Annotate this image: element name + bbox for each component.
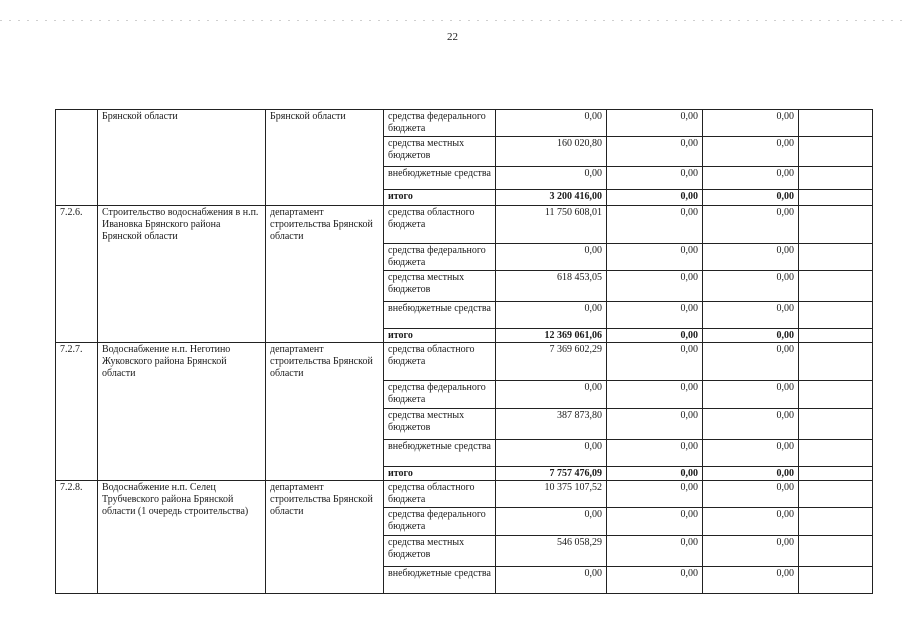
amount-cell-3: 0,00 [703,271,799,302]
amount-cell-3: 0,00 [703,137,799,167]
amount-cell-2: 0,00 [607,329,703,343]
funding-source: средства федерального бюджета [384,110,496,137]
empty-cell [799,244,873,271]
table-row [56,481,873,508]
amount-cell-1: 10 375 107,52 [496,481,607,508]
amount-cell-1: 11 750 608,01 [496,206,607,244]
amount-cell-1: 0,00 [496,167,607,190]
amount-cell-3: 0,00 [703,481,799,508]
measure-name: Строительство водоснабжения в н.п. Ивановка Брянского района Брянской области [98,206,266,343]
funding-source: внебюджетные средства [384,567,496,594]
funding-source: средства федерального бюджета [384,508,496,536]
item-number: 7.2.6. [56,206,98,343]
amount-cell-2: 0,00 [607,302,703,329]
executor: департамент строительства Брянской области [266,481,384,594]
amount-cell-3: 0,00 [703,536,799,567]
item-number: 7.2.8. [56,481,98,594]
empty-cell [799,536,873,567]
funding-source: итого [384,329,496,343]
amount-cell-1: 0,00 [496,381,607,409]
executor: департамент строительства Брянской области [266,343,384,481]
funding-source: итого [384,190,496,206]
amount-cell-1: 7 757 476,09 [496,467,607,481]
empty-cell [799,110,873,137]
amount-cell-2: 0,00 [607,137,703,167]
amount-cell-2: 0,00 [607,343,703,381]
empty-cell [799,567,873,594]
amount-cell-1: 7 369 602,29 [496,343,607,381]
amount-cell-3: 0,00 [703,190,799,206]
funding-source: средства местных бюджетов [384,409,496,440]
amount-cell-2: 0,00 [607,190,703,206]
empty-cell [799,508,873,536]
item-number [56,110,98,206]
amount-cell-1: 0,00 [496,440,607,467]
amount-cell-2: 0,00 [607,110,703,137]
table-row [56,110,873,137]
amount-cell-3: 0,00 [703,110,799,137]
funding-source: средства областного бюджета [384,481,496,508]
funding-source: средства областного бюджета [384,343,496,381]
amount-cell-2: 0,00 [607,381,703,409]
amount-cell-3: 0,00 [703,467,799,481]
empty-cell [799,440,873,467]
funding-source: внебюджетные средства [384,167,496,190]
empty-cell [799,329,873,343]
empty-cell [799,302,873,329]
measure-name: Водоснабжение н.п. Неготино Жуковского района Брянской области [98,343,266,481]
funding-source: средства федерального бюджета [384,244,496,271]
table-row [56,206,873,244]
amount-cell-2: 0,00 [607,440,703,467]
amount-cell-3: 0,00 [703,381,799,409]
funding-source: итого [384,467,496,481]
amount-cell-1: 0,00 [496,110,607,137]
page-number: 22 [447,31,458,43]
amount-cell-3: 0,00 [703,343,799,381]
empty-cell [799,467,873,481]
measure-name: Водоснабжение н.п. Селец Трубчевского района Брянской области (1 очередь строительства) [98,481,266,594]
funding-source: средства областного бюджета [384,206,496,244]
amount-cell-1: 0,00 [496,302,607,329]
amount-cell-3: 0,00 [703,167,799,190]
amount-cell-3: 0,00 [703,567,799,594]
amount-cell-3: 0,00 [703,206,799,244]
table-row [56,343,873,381]
amount-cell-3: 0,00 [703,329,799,343]
executor: департамент строительства Брянской области [266,206,384,343]
empty-cell [799,409,873,440]
amount-cell-3: 0,00 [703,409,799,440]
empty-cell [799,343,873,381]
amount-cell-1: 0,00 [496,508,607,536]
amount-cell-2: 0,00 [607,481,703,508]
amount-cell-2: 0,00 [607,467,703,481]
funding-source: внебюджетные средства [384,302,496,329]
amount-cell-2: 0,00 [607,206,703,244]
empty-cell [799,190,873,206]
measure-name: Брянской области [98,110,266,206]
amount-cell-2: 0,00 [607,271,703,302]
funding-source: средства местных бюджетов [384,271,496,302]
amount-cell-2: 0,00 [607,244,703,271]
amount-cell-2: 0,00 [607,508,703,536]
item-number: 7.2.7. [56,343,98,481]
amount-cell-1: 387 873,80 [496,409,607,440]
amount-cell-3: 0,00 [703,244,799,271]
amount-cell-1: 618 453,05 [496,271,607,302]
funding-source: средства федерального бюджета [384,381,496,409]
budget-table [55,109,873,594]
amount-cell-1: 3 200 416,00 [496,190,607,206]
amount-cell-3: 0,00 [703,440,799,467]
empty-cell [799,271,873,302]
amount-cell-3: 0,00 [703,302,799,329]
executor: Брянской области [266,110,384,206]
amount-cell-1: 160 020,80 [496,137,607,167]
funding-source: средства местных бюджетов [384,536,496,567]
empty-cell [799,167,873,190]
empty-cell [799,381,873,409]
amount-cell-1: 0,00 [496,567,607,594]
amount-cell-2: 0,00 [607,567,703,594]
empty-cell [799,137,873,167]
scan-noise [0,20,905,21]
amount-cell-2: 0,00 [607,409,703,440]
amount-cell-2: 0,00 [607,536,703,567]
empty-cell [799,481,873,508]
amount-cell-1: 0,00 [496,244,607,271]
funding-source: внебюджетные средства [384,440,496,467]
empty-cell [799,206,873,244]
amount-cell-2: 0,00 [607,167,703,190]
funding-source: средства местных бюджетов [384,137,496,167]
amount-cell-1: 12 369 061,06 [496,329,607,343]
amount-cell-3: 0,00 [703,508,799,536]
amount-cell-1: 546 058,29 [496,536,607,567]
